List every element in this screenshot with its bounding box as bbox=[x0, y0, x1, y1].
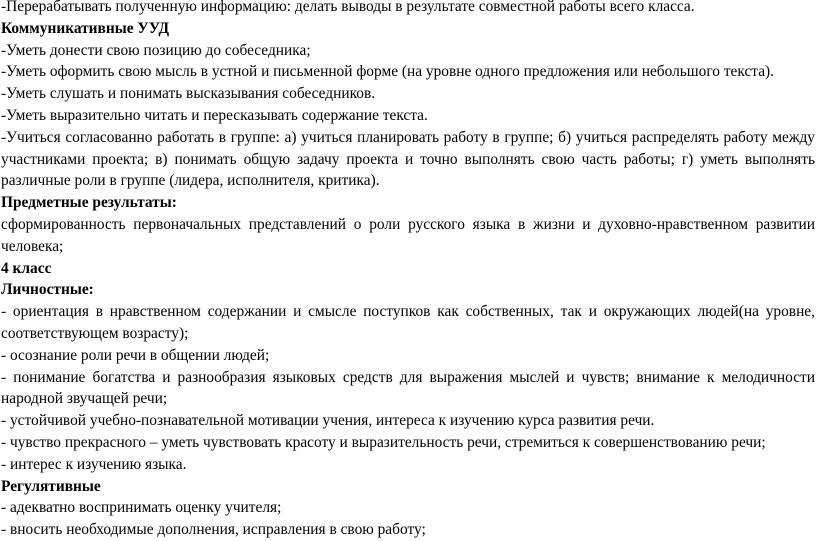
text-line-5: -Уметь слушать и понимать высказывания собеседников. bbox=[1, 85, 376, 103]
text-line-11: сформированность первоначальных представлений о роли русского языка в жизни и духовно-нравственном развитии bbox=[1, 215, 815, 233]
heading-personal: Личностные: bbox=[1, 281, 94, 299]
text-line-1: -Перерабатывать полученную информацию: делать выводы в результате совместной работы всего класса. bbox=[1, 0, 695, 15]
text-line-3: -Уметь донести свою позицию до собеседника; bbox=[1, 41, 311, 59]
text-line-7: -Учиться согласованно работать в группе: а) учиться планировать работу в группе; б) учиться распределять работу между bbox=[1, 128, 815, 146]
heading-communicative: Коммуникативные УУД bbox=[1, 19, 170, 37]
text-line-25: - вносить необходимые дополнения, исправления в свою работу; bbox=[1, 521, 426, 539]
text-line-8: участниками проекта; в) понимать общую задачу проекта и точно выполнять свою часть работы; г) уметь выполнять bbox=[1, 150, 815, 168]
document-page bbox=[1, 0, 815, 541]
text-line-4: -Уметь оформить свою мысль в устной и письменной форме (на уровне одного предложения или небольшого текста). bbox=[1, 63, 775, 81]
text-line-9: различные роли в группе (лидера, исполнителя, критика). bbox=[1, 172, 380, 190]
text-line-22: - интерес к изучению языка. bbox=[1, 455, 187, 473]
heading-grade-4: 4 класс bbox=[1, 259, 52, 277]
text-line-24: - адекватно воспринимать оценку учителя; bbox=[1, 499, 282, 517]
text-line-20: - устойчивой учебно-познавательной мотивации учения, интереса к изучению курса развития речи. bbox=[1, 412, 655, 430]
text-line-18: - понимание богатства и разнообразия языковых средств для выражения мыслей и чувств; внимание к мелодичности bbox=[1, 368, 815, 386]
text-line-17: - осознание роли речи в общении людей; bbox=[1, 346, 270, 364]
text-line-16: соответствующем возрасту); bbox=[1, 324, 189, 342]
heading-subject-results: Предметные результаты: bbox=[1, 194, 177, 212]
text-line-12: человека; bbox=[1, 237, 64, 255]
text-line-6: -Уметь выразительно читать и пересказывать содержание текста. bbox=[1, 106, 428, 124]
text-line-15: - ориентация в нравственном содержании и смысле поступков как собственных, так и окружающих людей(на уровне, bbox=[1, 303, 815, 321]
text-line-21: - чувство прекрасного – уметь чувствовать красоту и выразительность речи, стремиться к совершенствованию речи; bbox=[1, 433, 766, 451]
heading-regulatory: Регулятивные bbox=[1, 477, 101, 495]
text-line-19: народной звучащей речи; bbox=[1, 390, 168, 408]
